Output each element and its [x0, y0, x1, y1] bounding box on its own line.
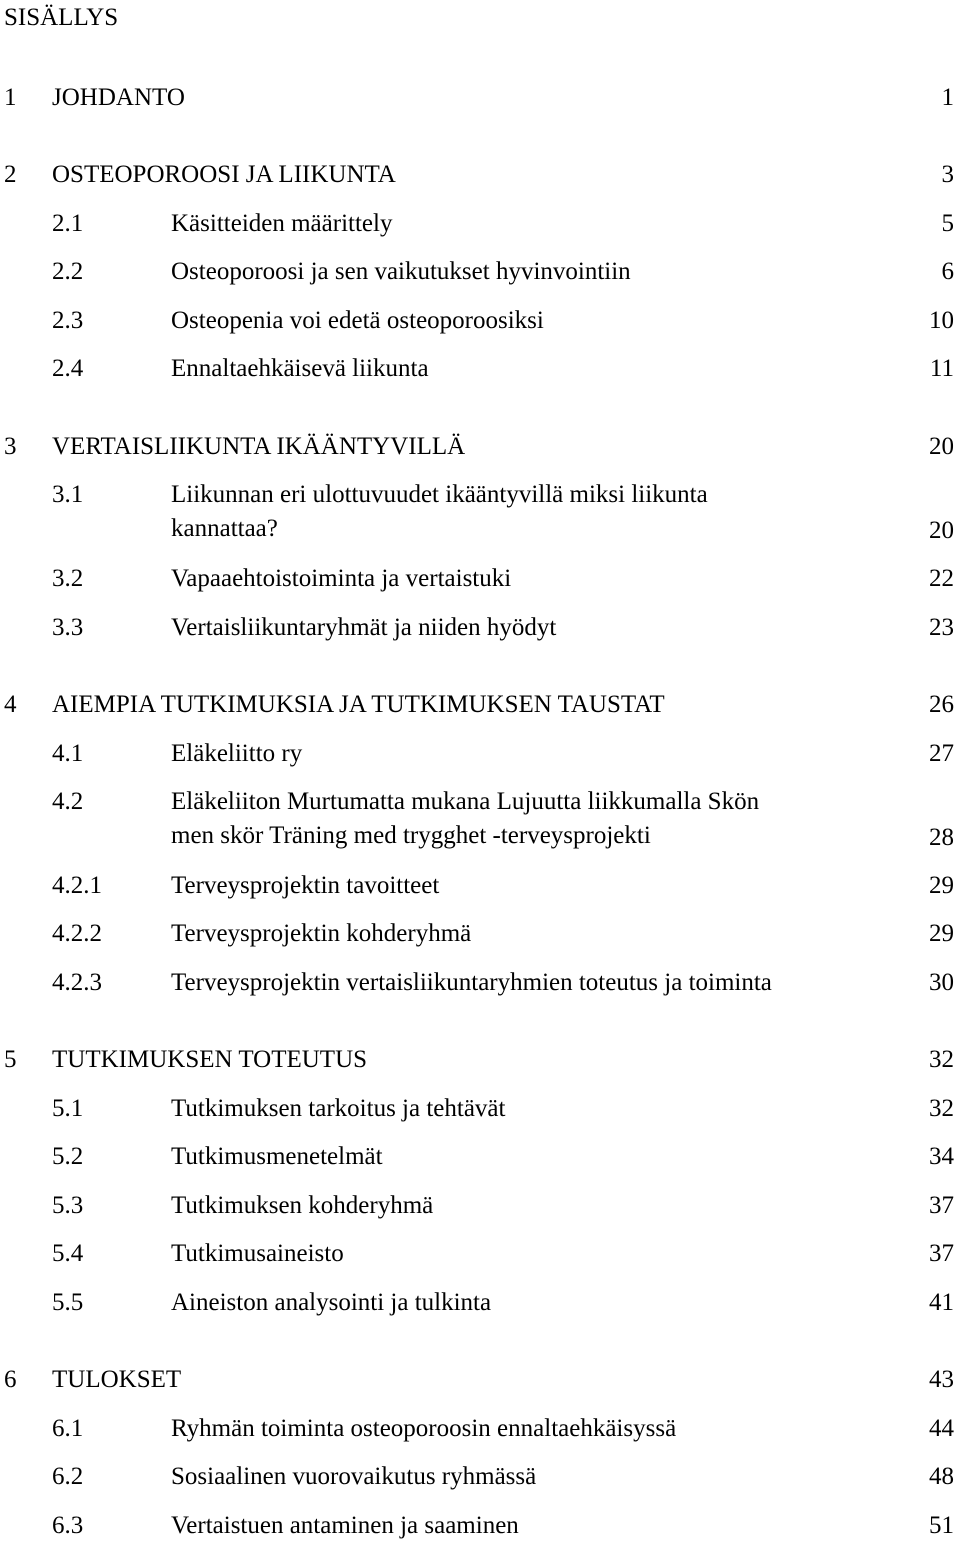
- toc-number: 4.2.1: [52, 872, 102, 899]
- toc-section-4-2[interactable]: [0, 786, 960, 854]
- toc-title: Vertaisliikuntaryhmät ja niiden hyödyt: [171, 614, 557, 641]
- toc-title: Ennaltaehkäisevä liikunta: [171, 355, 429, 382]
- toc-section-5-4[interactable]: [0, 1238, 960, 1270]
- toc-title: AIEMPIA TUTKIMUKSIA JA TUTKIMUKSEN TAUSTAT: [52, 691, 665, 718]
- toc-number: 3.1: [52, 481, 84, 508]
- toc-chapter-1[interactable]: [0, 82, 960, 114]
- toc-section-6-1[interactable]: [0, 1413, 960, 1445]
- toc-page-number: 11: [929, 355, 954, 382]
- toc-number: 6.3: [52, 1512, 84, 1539]
- toc-number: 2.4: [52, 355, 84, 382]
- toc-section-3-2[interactable]: [0, 563, 960, 595]
- toc-number: 2.3: [52, 307, 84, 334]
- toc-number: 6.1: [52, 1415, 84, 1442]
- toc-title-line-1: Liikunnan eri ulottuvuudet ikääntyvillä miksi liikunta: [171, 481, 708, 508]
- toc-chapter-6[interactable]: [0, 1364, 960, 1396]
- toc-title: [171, 786, 759, 852]
- toc-title: Vertaistuen antaminen ja saaminen: [171, 1512, 519, 1539]
- toc-section-3-1[interactable]: [0, 479, 960, 547]
- toc-number: 4.2.3: [52, 969, 102, 996]
- toc-title-line-2: kannattaa?: [171, 515, 278, 542]
- toc-section-4-2-3[interactable]: [0, 967, 960, 999]
- toc-number: 1: [4, 84, 17, 111]
- toc-section-2-2[interactable]: [0, 256, 960, 288]
- toc-number: 4: [4, 691, 17, 718]
- toc-section-2-4[interactable]: [0, 353, 960, 385]
- toc-title: Sosiaalinen vuorovaikutus ryhmässä: [171, 1463, 537, 1490]
- toc-page-number: 37: [929, 1240, 954, 1267]
- toc-number: 2: [4, 161, 17, 188]
- toc-page-number: 30: [929, 969, 954, 996]
- toc-title: JOHDANTO: [52, 84, 185, 111]
- toc-section-5-5[interactable]: [0, 1287, 960, 1319]
- toc-page-number: 1: [941, 84, 954, 111]
- toc-number: 5.4: [52, 1240, 84, 1267]
- toc-page-number: 5: [941, 210, 954, 237]
- toc-page-number: 26: [929, 691, 954, 718]
- toc-title: Osteoporoosi ja sen vaikutukset hyvinvointiin: [171, 258, 631, 285]
- toc-title: Käsitteiden määrittely: [171, 210, 393, 237]
- toc-title: Tutkimusaineisto: [171, 1240, 344, 1267]
- toc-number: 5.3: [52, 1192, 84, 1219]
- page-title: SISÄLLYS: [4, 4, 119, 31]
- toc-page-number: 3: [941, 161, 954, 188]
- toc-number: 5: [4, 1046, 17, 1073]
- toc-title: Eläkeliitto ry: [171, 740, 303, 767]
- toc-title: [171, 479, 708, 545]
- toc-number: 4.2: [52, 788, 84, 815]
- toc-section-4-1[interactable]: [0, 738, 960, 770]
- toc-chapter-5[interactable]: [0, 1044, 960, 1076]
- toc-title: Vapaaehtoistoiminta ja vertaistuki: [171, 565, 512, 592]
- toc-section-2-1[interactable]: [0, 208, 960, 240]
- toc-section-4-2-1[interactable]: [0, 870, 960, 902]
- toc-number: 2.2: [52, 258, 84, 285]
- toc-number: 6: [4, 1366, 17, 1393]
- toc-title: TULOKSET: [52, 1366, 182, 1393]
- toc-page-number: 34: [929, 1143, 954, 1170]
- toc-chapter-4[interactable]: [0, 689, 960, 721]
- toc-page-number: 10: [929, 307, 954, 334]
- toc-page-number: 29: [929, 920, 954, 947]
- toc-number: 4.2.2: [52, 920, 102, 947]
- toc-title: VERTAISLIIKUNTA IKÄÄNTYVILLÄ: [52, 433, 466, 460]
- toc-page-number: 32: [929, 1095, 954, 1122]
- toc-page-number: 20: [929, 433, 954, 460]
- toc-title-line-2: men skör Träning med trygghet -terveysprojekti: [171, 822, 651, 849]
- toc-number: 3.3: [52, 614, 84, 641]
- toc-page-number: 32: [929, 1046, 954, 1073]
- toc-number: 3: [4, 433, 17, 460]
- toc-section-4-2-2[interactable]: [0, 918, 960, 950]
- toc-page-number: 41: [929, 1289, 954, 1316]
- toc-number: 3.2: [52, 565, 84, 592]
- toc-number: 5.1: [52, 1095, 84, 1122]
- toc-number: 5.2: [52, 1143, 84, 1170]
- toc-chapter-2[interactable]: [0, 159, 960, 191]
- toc-section-2-3[interactable]: [0, 305, 960, 337]
- toc-page-number: 28: [929, 824, 954, 851]
- toc-number: 5.5: [52, 1289, 84, 1316]
- toc-chapter-3[interactable]: [0, 431, 960, 463]
- toc-section-6-3[interactable]: [0, 1510, 960, 1542]
- toc-page-number: 6: [941, 258, 954, 285]
- toc-title: Aineiston analysointi ja tulkinta: [171, 1289, 492, 1316]
- toc-page-number: 51: [929, 1512, 954, 1539]
- toc-page-number: 27: [929, 740, 954, 767]
- toc-page-number: 23: [929, 614, 954, 641]
- toc-title: Tutkimuksen tarkoitus ja tehtävät: [171, 1095, 506, 1122]
- toc-page-number: 22: [929, 565, 954, 592]
- toc-section-5-3[interactable]: [0, 1190, 960, 1222]
- toc-title: TUTKIMUKSEN TOTEUTUS: [52, 1046, 368, 1073]
- toc-title: OSTEOPOROOSI JA LIIKUNTA: [52, 161, 396, 188]
- toc-title: Terveysprojektin tavoitteet: [171, 872, 440, 899]
- toc-section-5-1[interactable]: [0, 1093, 960, 1125]
- toc-number: 6.2: [52, 1463, 84, 1490]
- toc-title: Terveysprojektin vertaisliikuntaryhmien toteutus ja toiminta: [171, 969, 772, 996]
- toc-title: Tutkimuksen kohderyhmä: [171, 1192, 434, 1219]
- toc-title-line-1: Eläkeliiton Murtumatta mukana Lujuutta liikkumalla Skön: [171, 788, 760, 815]
- toc-section-6-2[interactable]: [0, 1461, 960, 1493]
- toc-page-number: 43: [929, 1366, 954, 1393]
- toc-title: Osteopenia voi edetä osteoporoosiksi: [171, 307, 544, 334]
- toc-number: 4.1: [52, 740, 84, 767]
- toc-title: Terveysprojektin kohderyhmä: [171, 920, 472, 947]
- toc-page-number: 37: [929, 1192, 954, 1219]
- toc-page-number: 48: [929, 1463, 954, 1490]
- toc-title: Tutkimusmenetelmät: [171, 1143, 383, 1170]
- toc-page-number: 20: [929, 517, 954, 544]
- toc-page-number: 29: [929, 872, 954, 899]
- toc-page-number: 44: [929, 1415, 954, 1442]
- toc-number: 2.1: [52, 210, 84, 237]
- toc-section-5-2[interactable]: [0, 1141, 960, 1173]
- toc-title: Ryhmän toiminta osteoporoosin ennaltaehkäisyssä: [171, 1415, 677, 1442]
- toc-section-3-3[interactable]: [0, 612, 960, 644]
